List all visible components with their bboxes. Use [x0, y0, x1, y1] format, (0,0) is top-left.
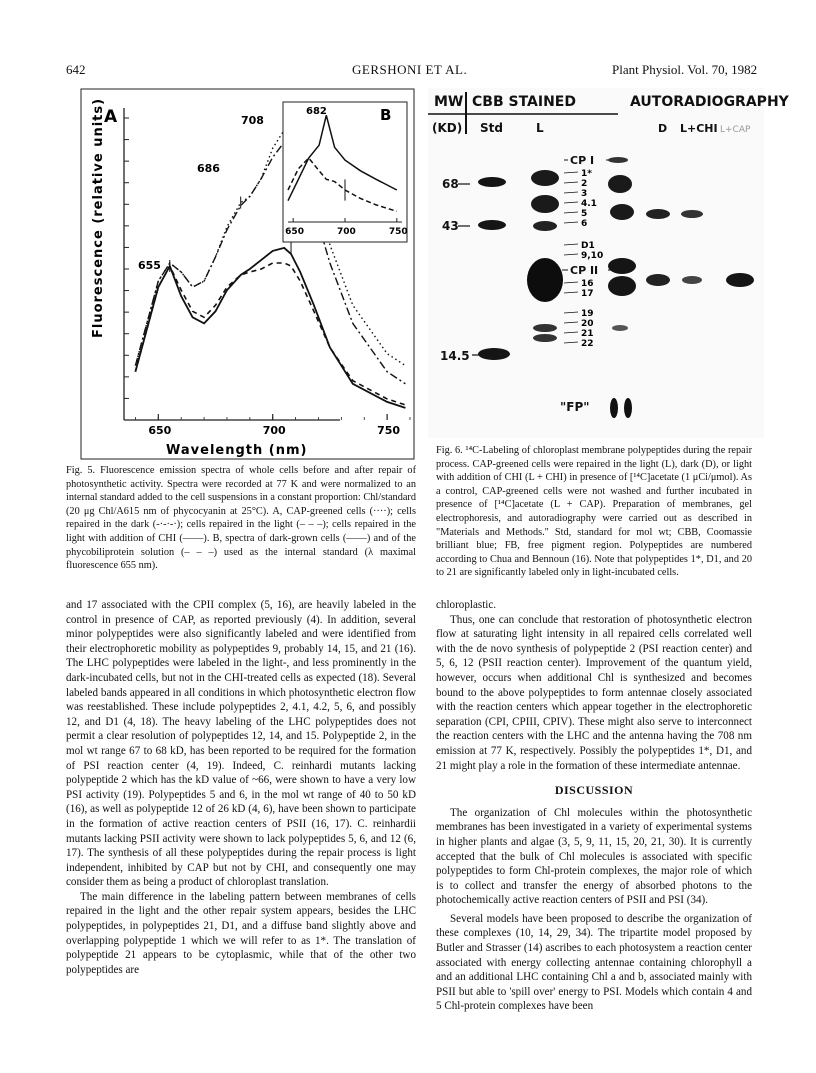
- fig6-band-label: 22: [581, 339, 594, 349]
- fig6-band-label: 21: [581, 329, 594, 339]
- fig6-band-label: 16: [581, 279, 594, 289]
- fig6-auto-d-band-4: [646, 209, 670, 219]
- fig5-chart: [80, 88, 415, 460]
- fig5-xlabel: Wavelength (nm): [166, 443, 308, 458]
- fig6-band-label: 4.1: [581, 199, 597, 209]
- fig5-series-line-4: [135, 248, 405, 408]
- fig6-mw-145: 14.5: [440, 349, 470, 363]
- fig6-kd-label: (KD): [432, 121, 463, 135]
- fig6-gel: [428, 88, 789, 438]
- fig6-auto-l-band-2: [608, 175, 632, 193]
- fig6-fp-spot-2: [624, 398, 632, 418]
- left-paragraph-1: and 17 associated with the CPII complex (5, 16), are heavily labeled in the control in presence of CAP, as reported previously (4). In addition, several minor polypeptides were also significantly labeled and were identified from their electrophoretic mobility as polypeptides 9, probably 14, 15, and 21 (16). The LHC polypeptides were labeled in the light-, and less prominently in the dark-incubated cells, but not in the CHI-treated cells as expected (18). Several labeled bands appeared in all conditions in which photosynthetic electron flow was reestablished. These include polypeptides 2, 4.1, 4.2, 5, 6, and possibly 12, and D1 (4, 18). The heavy labeling of the LHC polypeptides does not permit a clear resolution of polypeptides 12, 14, and 15. Polypeptide 2, in the mol wt range 67 to 68 kD, has been reported to be required for the formation of PSI reaction center (4, 19). Indeed, C. reinhardi mutants lacking polypeptide 2 which has the kD value of ~66, were shown to have a very low PSI activity (19). Polypeptides 5 and 6, in the mol wt range of 40 to 50 kD (16), as well as polypeptide 12 of 26 kD (4, 6), have been shown to participate in the formation of active reaction centers of PSII (16, 17). C. reinhardii mutants lacking PSII activity were shown to lack polypeptides 5, 6, and 12 (6, 17). The synthesis of all these polypeptides during the repair process is light independent, inhibited by CAP but not by CHI, and consequently one may consider them as being a product of chloroplast translation.: [66, 599, 416, 889]
- fig6-auto-l-band-cp2: [608, 276, 636, 296]
- running-authors: GERSHONI ET AL.: [352, 62, 468, 77]
- fig6-auto-l-band-d1: [608, 258, 636, 274]
- fig6-mw-label: MW: [434, 94, 464, 110]
- fig6-band-label: 3: [581, 189, 588, 199]
- fig5-caption: Fig. 5. Fluorescence emission spectra of whole cells before and after repair of photosynthetic activity. Spectra were recorded at 77 K and were normalized to an internal standard added to the cell suspensions in a constant proportion: Chl/standard (20 μg Chl/A615 nm of phycocyanin at 25°C). A, CAP-greened cells (····); cells repaired in the dark (-·-·-·); cells repaired in the light (– – –); cells repaired in the light with addition of CHI (——). B, spectra of dark-grown cells (——) and of the phycobiliprotein solution (– – –) used as the internal standard (λ maximal fluorescence 655 nm).: [66, 465, 416, 572]
- fig6-band-label: 2: [581, 179, 588, 189]
- fig6-fp-spot-1: [610, 398, 618, 418]
- fig6-autorad-label: AUTORADIOGRAPHY: [630, 94, 789, 110]
- fig6-l-band-20: [533, 324, 557, 332]
- fig6-lane-d: D: [658, 122, 668, 135]
- fig6-std-band-68: [478, 177, 506, 187]
- fig6-lane-l: L: [536, 121, 544, 135]
- fig5-inset-peak: 682: [306, 106, 327, 117]
- fig6-lane-lcap: L+CAP: [720, 125, 751, 135]
- fig6-band-label: 20: [581, 319, 594, 329]
- fig6-fp-label: "FP": [560, 400, 590, 414]
- fig6-auto-d-band-cp2: [646, 274, 670, 286]
- fig5-inset-x-tick-label: 700: [337, 227, 356, 237]
- fig6-lane-std: Std: [480, 121, 503, 135]
- fig5-inset-x-tick-label: 650: [285, 227, 304, 237]
- fig6-band-label: 5: [581, 209, 588, 219]
- fig6-band-label: 17: [581, 289, 594, 299]
- fig6-auto-l-band-20: [612, 325, 628, 331]
- fig6-l-band-4: [531, 195, 559, 213]
- fig6-mw-68: 68: [442, 177, 459, 191]
- fig5-inset-x-tick-label: 750: [388, 227, 408, 237]
- fig5-panel-b: B: [380, 106, 392, 124]
- fig6-l-band-6: [533, 221, 557, 231]
- right-paragraph-3: Several models have been proposed to describe the organization of these complexes (10, 14, 29, 34). The tripartite model proposed by Butler and Strasser (14) ascribes to each photosystem a reaction center associated with energy collecting antennae containing chlorophyll a and an additional LHC containing Chl a and b, associated mainly with PSII but able to 'spill over' energy to PSI. Models which contain 4 and 5 Chl-protein complexes have been: [436, 912, 752, 1013]
- fig6-cbb-label: CBB STAINED: [472, 94, 576, 110]
- fig6-l-band-2: [531, 170, 559, 186]
- fig6-band-label: D1: [581, 241, 595, 251]
- right-paragraph-1: Thus, one can conclude that restoration of photosynthetic electron flow at saturating light intensity in all repaired cells correlated well with the de novo synthesis of polypeptide 2 (PSI reaction center) and 5, 6, 12 (PSII reaction center). Improvement of the quantum yield, however, occurs when additional Chl is synthesized and becomes bound to the above polypeptides to form antennae closely associated with the reaction centers which appear together in the electrophoretic separation (CPI, CPIII, CPIV). These might also serve to interconnect the reaction centers with the LHC and the antenna having the 708 nm emission at 77 K, respectively. Possibly the polypeptides 1*, D1, and 21 might play a role in the formation of these intermediate antennae.: [436, 613, 752, 772]
- fig6-caption: Fig. 6. ¹⁴C-Labeling of chloroplast membrane polypeptides during the repair process. CAP-greened cells were repaired in the light (L), dark (D), or light with addition of CHI (L + CHI) in presence of [¹⁴C]acetate (1 μCi/μmol). As a control, CAP-greened cells were not washed and further incubated in presence of [¹⁴C]acetate (L + CAP). Preparation of membranes, gel electrophoresis, and autoradiography were carried out as described in "Materials and Methods." Std, standard for mol wt; CBB, Coomassie brilliant blue; FB, free pigment region. Polypeptides are numbered according to Chua and Bennoun (16). Note that polypeptides 1*, D1, and 20 to 21 are significantly labeled only in light-incubated cells.: [436, 445, 752, 579]
- left-column: [66, 598, 416, 977]
- fig6-band-label: 9,10: [581, 251, 604, 261]
- fig6-auto-l-cp1: [608, 157, 628, 163]
- page-number: 642: [66, 62, 86, 77]
- fig6-mw-43: 43: [442, 219, 459, 233]
- fig6-cp2-label: CP II: [570, 264, 599, 277]
- fig5-peak-708: 708: [241, 114, 264, 127]
- fig5-x-tick-label: 650: [148, 424, 172, 437]
- running-journal: Plant Physiol. Vol. 70, 1982: [612, 62, 758, 77]
- fig6-cp1-label: CP I: [570, 154, 595, 167]
- fig6-auto-lchi-band-cp2: [682, 276, 702, 284]
- fig6-band-label: 19: [581, 309, 594, 319]
- right-column: [436, 598, 752, 1014]
- fig6-band-label: 6: [581, 219, 588, 229]
- fig5-x-tick-label: 750: [377, 424, 401, 437]
- fig6-std-band-43: [478, 220, 506, 230]
- fig6-std-band-145: [478, 348, 510, 360]
- discussion-heading: DISCUSSION: [554, 783, 634, 798]
- fig6-auto-l-band-4: [610, 204, 634, 220]
- right-paragraph-2: The organization of Chl molecules within the photosynthetic membranes has been investigated in a variety of experimental systems in higher plants and algae (3, 5, 9, 11, 15, 20, 21, 30). It is currently accepted that the bulk of Chl molecules is associated with specific polypeptides to form Chl-protein complexes, the major role of which is to collect and transfer the energy of absorbed photons to the photochemically active reaction centers of PSII and PSI (34).: [436, 806, 752, 907]
- fig6-lane-lchi: L+CHI: [680, 122, 718, 135]
- fig5-peak-686: 686: [197, 162, 220, 175]
- fig6-l-band-cp2: [527, 258, 563, 302]
- fig6-l-band-22: [533, 334, 557, 342]
- fig6-auto-lchi-band-4: [681, 210, 703, 218]
- fig6-auto-lcap-band: [726, 273, 754, 287]
- fig5-ylabel: Fluorescence (relative units): [91, 97, 106, 338]
- fig5-panel-a: A: [104, 107, 118, 127]
- left-paragraph-2: The main difference in the labeling pattern between membranes of cells repaired in the light and the other repair system appears, besides the LHC polypeptides, in polypeptides 21, D1, and a diffuse band slightly above and overlapping polypeptide 1 which we will refer to as 1*. The translation of polypeptide 21 appears to be cytoplasmic, while that of the other two polypeptides are: [66, 890, 416, 976]
- fig5-x-tick-label: 700: [262, 424, 286, 437]
- fig6-band-label: 1*: [581, 169, 592, 179]
- fig5-peak-655: 655: [138, 259, 161, 272]
- right-paragraph-0: chloroplastic.: [436, 599, 497, 611]
